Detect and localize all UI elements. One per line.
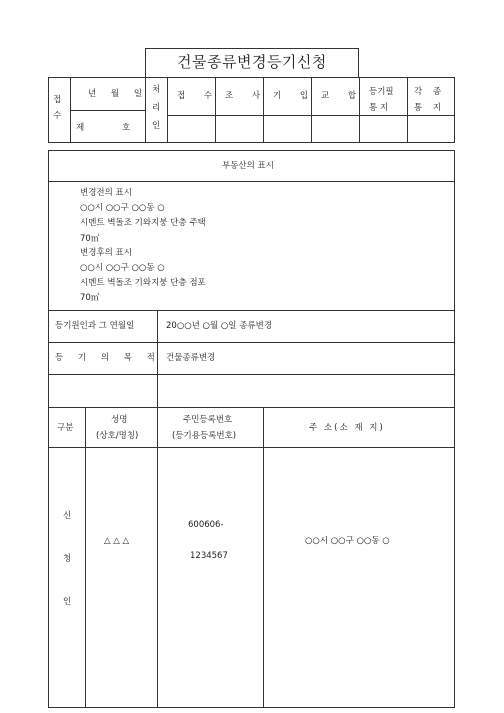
col-name-header: 성명 — [111, 415, 128, 425]
applicant-name: △ △ △ — [104, 536, 130, 546]
property-line: ○○시 ○○구 ○○동 ○ — [80, 263, 165, 273]
number-label-2: 호 — [122, 123, 131, 133]
property-line: 변경후의 표시 — [80, 248, 132, 258]
col-inspect: 조 사 — [225, 91, 269, 101]
applicant-row-label: 신 — [63, 511, 72, 521]
col-entry: 기 입 — [273, 91, 317, 101]
purpose-value: 건물종류변경 — [166, 353, 216, 363]
applicant-row-label: 청 — [63, 554, 72, 564]
date-label: 년 월 일 — [88, 89, 149, 99]
purpose-label: 등 기 의 목 적 — [55, 353, 161, 363]
property-section-title: 부동산의 표시 — [222, 161, 274, 171]
applicant-row-label: 인 — [63, 597, 72, 607]
property-line: 변경전의 표시 — [80, 188, 132, 198]
processing-label-3: 인 — [152, 121, 161, 131]
col-id-subheader: (등기용등록번호) — [172, 431, 237, 441]
property-line: 70㎡ — [80, 293, 100, 303]
property-line: 시멘트 벽돌조 기와지붕 단층 주택 — [80, 218, 206, 228]
col-registered-notice: 등기필 통 지 — [369, 87, 394, 113]
receipt-label-2: 수 — [53, 111, 62, 121]
property-line: 시멘트 벽돌조 기와지붕 단층 점포 — [80, 278, 206, 288]
applicant-id-line1: 600606- — [188, 520, 224, 530]
applicant-address: ○○시 ○○구 ○○동 ○ — [305, 536, 390, 546]
processing-label-2: 리 — [152, 103, 161, 113]
property-line: ○○시 ○○구 ○○동 ○ — [80, 203, 165, 213]
col-type-header: 구분 — [57, 423, 74, 433]
cause-label: 등기원인과 그 연월일 — [55, 321, 135, 331]
cause-value: 20○○년 ○월 ○일 종류변경 — [166, 321, 273, 331]
property-line: 70㎡ — [80, 234, 100, 244]
number-label: 제 — [76, 123, 85, 133]
col-verify: 교 합 — [321, 91, 365, 101]
applicant-id-line2: 1234567 — [190, 551, 228, 561]
col-id-header: 주민등록번호 — [183, 415, 233, 425]
processing-label-1: 처 — [152, 85, 161, 95]
col-various-notice: 각 종 통 지 — [414, 87, 446, 113]
col-receipt: 접 수 — [177, 91, 221, 101]
main-form — [48, 150, 455, 708]
col-name-subheader: (상호/명칭) — [96, 431, 139, 441]
form-title: 건물종류변경등기신청 — [177, 53, 327, 71]
receipt-label-1: 접 — [53, 95, 62, 105]
col-address-header: 주 소(소 재 지) — [309, 423, 385, 433]
